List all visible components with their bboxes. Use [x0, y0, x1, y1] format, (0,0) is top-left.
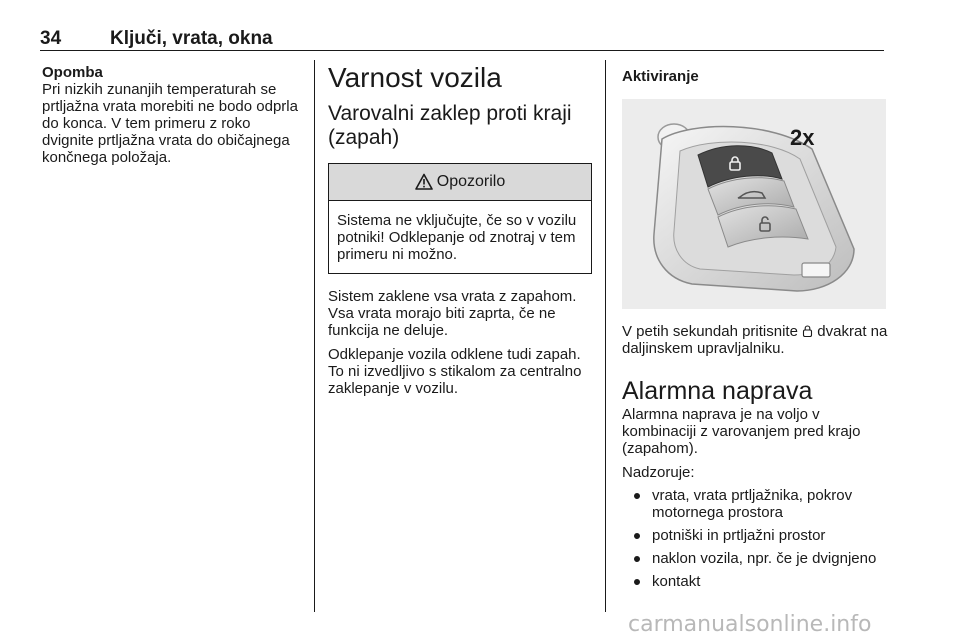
heading-activation: Aktiviranje [622, 68, 699, 85]
list-item: vrata, vrata prtljažnika, pokrov motornega prostora [622, 487, 890, 521]
paragraph-activation [622, 323, 890, 357]
page-number: 34 [40, 28, 62, 49]
key-fob-drawing [622, 99, 886, 309]
list-item: naklon vozila, npr. če je dvignjeno [622, 550, 890, 567]
warning-header [329, 164, 591, 201]
warning-box [328, 163, 592, 274]
paragraph-unlocking: Odklepanje vozila odklene tudi zapah. To ni izvedljivo s stikalom za centralno zaklepanje v vozilu. [328, 346, 582, 397]
remote-key-illustration [622, 99, 886, 309]
note-text: Pri nizkih zunanjih temperaturah se prtljažna vrata morebiti ne bodo odprla do konca. V tem primeru z roko dvignite prtljažna vrata do običajnega končnega položaja. [42, 81, 298, 166]
list-item: potniški in prtljažni prostor [622, 527, 890, 544]
header-rule [40, 50, 884, 51]
chapter-title: Ključi, vrata, okna [110, 28, 273, 49]
paragraph-deadlock-function: Sistem zaklene vsa vrata z zapahom. Vsa vrata morajo biti zaprta, če ne funkcija ne deluje. [328, 288, 577, 339]
press-twice-label: 2x [790, 125, 815, 150]
lock-icon [802, 324, 813, 336]
activation-text-after: dvakrat na daljinskem upravljalniku. [622, 323, 888, 357]
warning-title: Opozorilo [436, 173, 506, 190]
paragraph-monitors: Nadzoruje: [622, 464, 695, 481]
column-divider-1 [314, 60, 315, 612]
warning-body [329, 201, 591, 273]
monitored-items-list [622, 487, 890, 590]
column-2 [328, 64, 596, 397]
page-header [0, 0, 960, 50]
column-1 [42, 64, 304, 166]
section-heading-vehicle-security: Varnost vozila [328, 62, 502, 93]
warning-triangle-icon [415, 173, 433, 191]
watermark: carmanualsonline.info [628, 612, 872, 637]
warning-text: Sistema ne vključujte, če so v vozilu potniki! Odklepanje od znotraj v tem primeru ni možno. [337, 212, 577, 263]
column-divider-2 [605, 60, 606, 612]
note-title: Opomba [42, 64, 103, 81]
paragraph-alarm-availability: Alarmna naprava je na voljo v kombinaciji z varovanjem pred krajo (zapahom). [622, 406, 861, 457]
subsection-heading-deadlock: Varovalni zaklep proti kraji (zapah) [328, 102, 572, 149]
column-3 [622, 64, 890, 590]
activation-text-before: V petih sekundah pritisnite [622, 323, 798, 340]
list-item: kontakt [622, 573, 890, 590]
section-heading-alarm: Alarmna naprava [622, 377, 813, 405]
